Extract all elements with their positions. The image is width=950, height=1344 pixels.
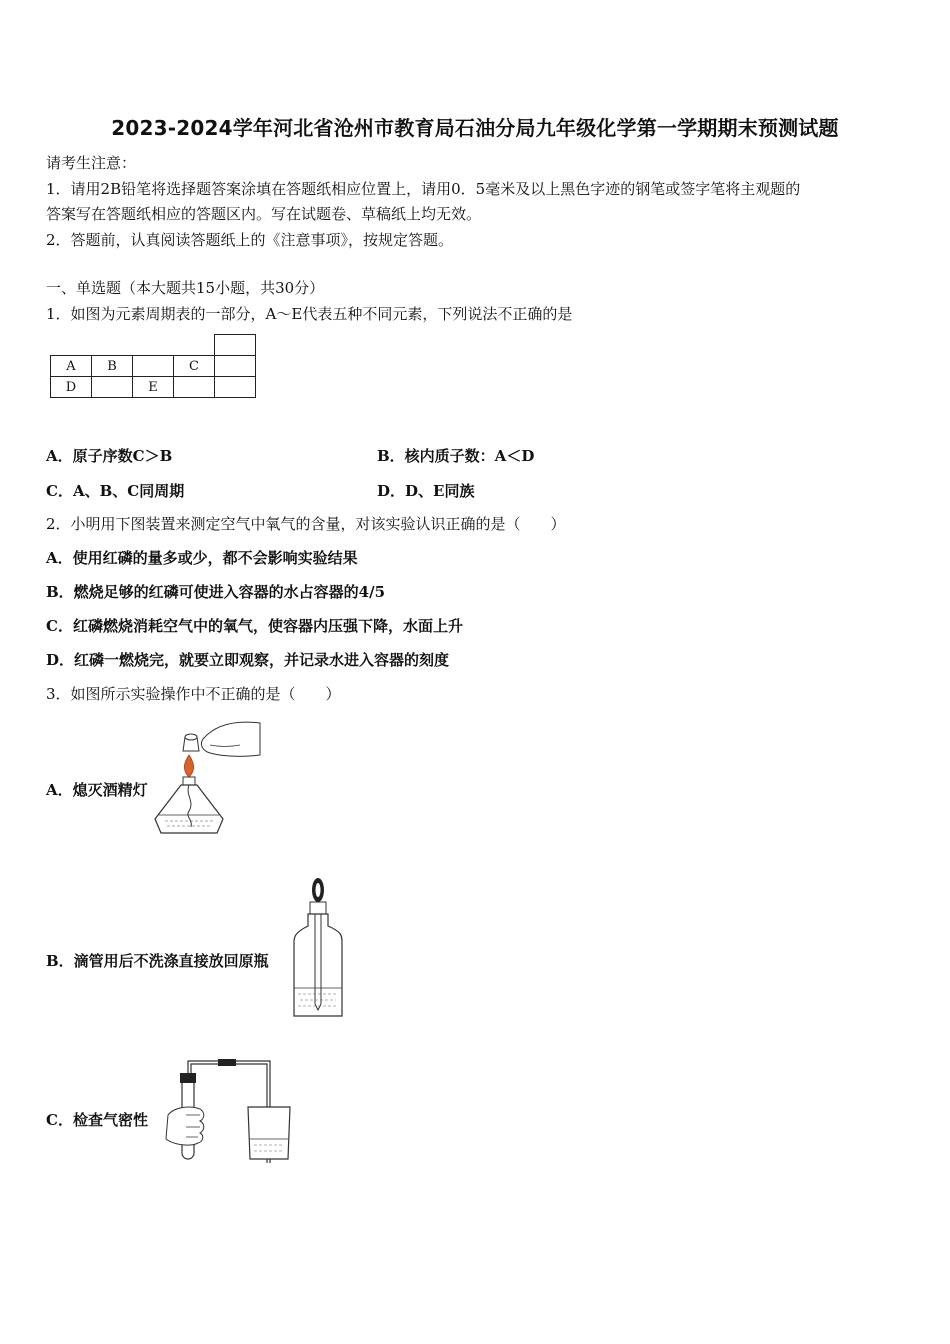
pt-cell-empty: [174, 377, 215, 398]
pt-cell-empty: [133, 356, 174, 377]
q2-option-c: C．红磷燃烧消耗空气中的氧气，使容器内压强下降，水面上升: [46, 617, 463, 635]
q2-option-d: D．红磷一燃烧完，就要立即观察，并记录水进入容器的刻度: [46, 651, 450, 669]
q1-option-d: D．D、E同族: [377, 482, 475, 500]
q3-option-c: C．检查气密性: [46, 1111, 148, 1129]
q1-stem: 1．如图为元素周期表的一部分，A～E代表五种不同元素，下列说法不正确的是: [46, 305, 573, 323]
alcohol-lamp-illustration: [155, 715, 265, 840]
q1-option-a: A．原子序数C＞B: [46, 447, 173, 465]
pt-cell-b: B: [92, 356, 133, 377]
q3-option-a: A．熄灭酒精灯: [46, 781, 148, 799]
notice-line-1: 1．请用2B铅笔将选择题答案涂填在答题纸相应位置上，请用0．5毫米及以上黑色字迹的钢笔或签字笔将主观题的: [46, 180, 801, 198]
pt-cell-empty: [215, 335, 256, 356]
pt-cell-e: E: [133, 377, 174, 398]
q3-option-b: B．滴管用后不洗涤直接放回原瓶: [46, 952, 269, 970]
q2-option-b: B．燃烧足够的红磷可使进入容器的水占容器的4/5: [46, 583, 386, 601]
section-heading: 一、单选题（本大题共15小题，共30分）: [46, 279, 325, 297]
notice-line-2: 答案写在答题纸相应的答题区内。写在试题卷、草稿纸上均无效。: [46, 205, 482, 223]
pt-cell-empty: [92, 377, 133, 398]
notice-line-3: 2．答题前，认真阅读答题纸上的《注意事项》，按规定答题。: [46, 231, 454, 249]
dropper-bottle-illustration: [288, 876, 346, 1021]
q2-stem: 2．小明用下图装置来测定空气中氧气的含量，对该实验认识正确的是（ ）: [46, 515, 566, 533]
notice-heading: 请考生注意：: [46, 154, 137, 172]
q2-option-a: A．使用红磷的量多或少，都不会影响实验结果: [46, 549, 358, 567]
q1-option-b: B．核内质子数：A＜D: [377, 447, 535, 465]
q1-option-c: C．A、B、C同周期: [46, 482, 185, 500]
pt-cell-empty: [215, 356, 256, 377]
pt-cell-empty: [215, 377, 256, 398]
q3-stem: 3．如图所示实验操作中不正确的是（ ）: [46, 685, 341, 703]
pt-cell-a: A: [51, 356, 92, 377]
pt-cell-c: C: [174, 356, 215, 377]
page-title: 2023-2024学年河北省沧州市教育局石油分局九年级化学第一学期期末预测试题: [111, 116, 839, 140]
airtightness-check-illustration: [160, 1055, 295, 1165]
pt-cell-d: D: [51, 377, 92, 398]
periodic-table-fragment: [50, 334, 256, 398]
